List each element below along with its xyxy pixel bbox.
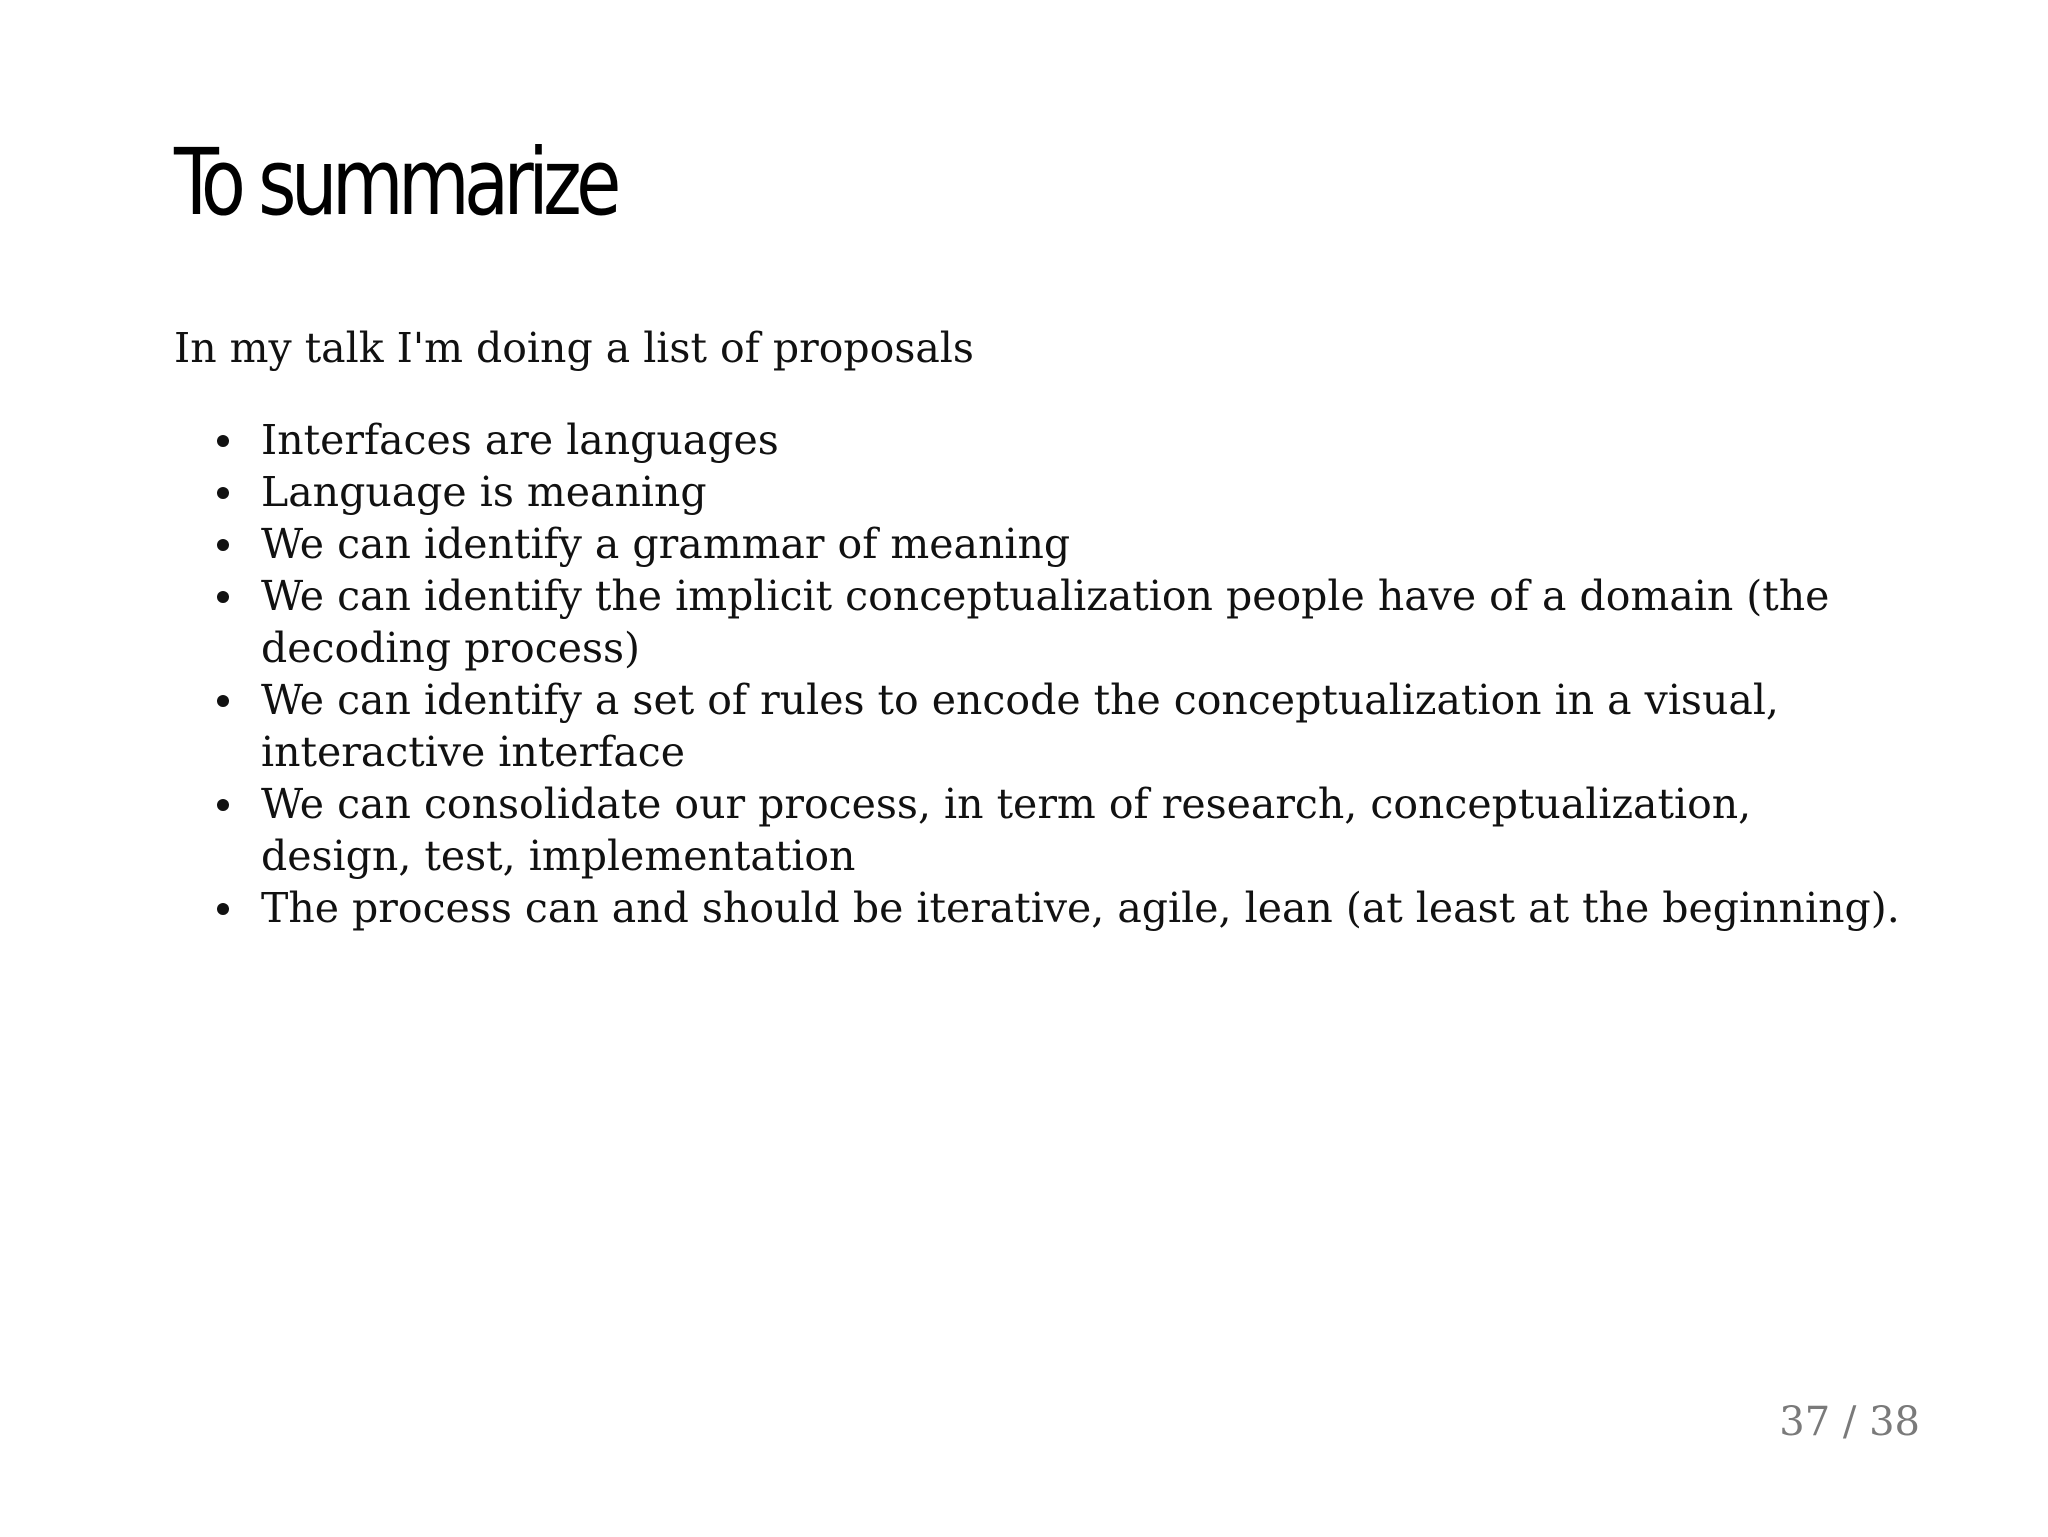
bullet-dot-icon <box>217 539 229 551</box>
bullet-item <box>261 778 1901 882</box>
bullet-dot-icon <box>217 903 229 915</box>
slide-title: To summarize <box>174 129 616 236</box>
bullet-list <box>174 414 1901 934</box>
bullet-item <box>261 882 1901 934</box>
bullet-item <box>261 518 1901 570</box>
bullet-dot-icon <box>217 591 229 603</box>
bullet-text: We can identify a set of rules to encode the conceptualization in a visual, interactive interface <box>261 676 1779 776</box>
bullet-dot-icon <box>217 799 229 811</box>
bullet-item <box>261 414 1901 466</box>
intro-text: In my talk I'm doing a list of proposals <box>174 324 974 372</box>
bullet-item <box>261 466 1901 518</box>
bullet-dot-icon <box>217 695 229 707</box>
bullet-item <box>261 674 1901 778</box>
bullet-text: Language is meaning <box>261 468 707 516</box>
bullet-dot-icon <box>217 435 229 447</box>
page-number: 37 / 38 <box>1779 1399 1920 1445</box>
bullet-text: We can consolidate our process, in term of research, conceptualization, design, test, implementation <box>261 780 1752 880</box>
bullet-text: We can identify the implicit conceptualization people have of a domain (the decoding process) <box>261 572 1830 672</box>
bullet-text: Interfaces are languages <box>261 416 779 464</box>
bullet-text: The process can and should be iterative, agile, lean (at least at the beginning). <box>261 884 1900 932</box>
bullet-text: We can identify a grammar of meaning <box>261 520 1071 568</box>
bullet-dot-icon <box>217 487 229 499</box>
bullet-item <box>261 570 1901 674</box>
